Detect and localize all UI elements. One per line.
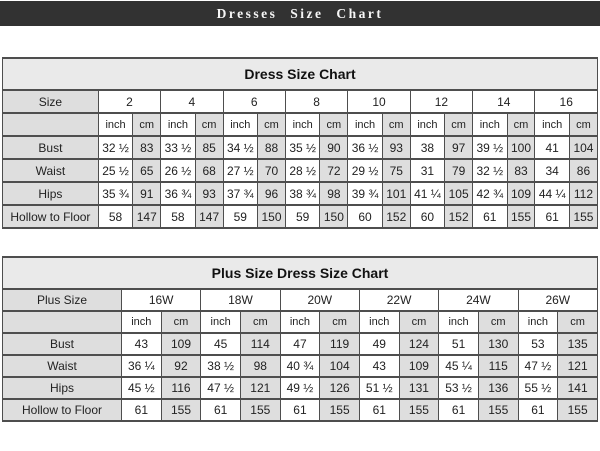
unit-inch-header: inch bbox=[473, 113, 508, 136]
value-inch-cell: 59 bbox=[223, 205, 258, 228]
unit-inch-header: inch bbox=[280, 311, 320, 333]
value-cm-cell: 147 bbox=[133, 205, 161, 228]
measurement-row bbox=[3, 333, 598, 355]
value-inch-cell: 41 bbox=[535, 136, 570, 159]
unit-inch-header: inch bbox=[201, 311, 241, 333]
value-inch-cell: 45 ½ bbox=[122, 377, 162, 399]
value-inch-cell: 58 bbox=[98, 205, 133, 228]
value-inch-cell: 36 ¼ bbox=[122, 355, 162, 377]
value-cm-cell: 155 bbox=[240, 399, 280, 421]
size-column-header: 20W bbox=[280, 289, 359, 311]
unit-header-row bbox=[3, 113, 598, 136]
value-cm-cell: 96 bbox=[258, 182, 286, 205]
measurement-row bbox=[3, 182, 598, 205]
value-inch-cell: 51 ½ bbox=[359, 377, 399, 399]
value-cm-cell: 155 bbox=[569, 205, 597, 228]
value-cm-cell: 93 bbox=[195, 182, 223, 205]
value-cm-cell: 79 bbox=[445, 159, 473, 182]
size-column-header: 2 bbox=[98, 90, 160, 113]
value-inch-cell: 43 bbox=[359, 355, 399, 377]
unit-cm-header: cm bbox=[320, 113, 348, 136]
chart-title: Dress Size Chart bbox=[3, 58, 598, 90]
value-cm-cell: 121 bbox=[558, 355, 598, 377]
value-inch-cell: 34 ½ bbox=[223, 136, 258, 159]
measurement-label: Waist bbox=[3, 355, 122, 377]
unit-cm-header: cm bbox=[478, 311, 518, 333]
unit-inch-header: inch bbox=[348, 113, 383, 136]
value-inch-cell: 35 ¾ bbox=[98, 182, 133, 205]
value-cm-cell: 92 bbox=[161, 355, 201, 377]
chart-title-row bbox=[3, 58, 598, 90]
value-cm-cell: 152 bbox=[445, 205, 473, 228]
unit-header-row bbox=[3, 311, 598, 333]
value-inch-cell: 53 ½ bbox=[439, 377, 479, 399]
unit-cm-header: cm bbox=[558, 311, 598, 333]
unit-cm-header: cm bbox=[445, 113, 473, 136]
row-header-label: Size bbox=[3, 90, 99, 113]
value-inch-cell: 44 ¼ bbox=[535, 182, 570, 205]
value-inch-cell: 38 ¾ bbox=[285, 182, 320, 205]
measurement-row bbox=[3, 399, 598, 421]
unit-inch-header: inch bbox=[223, 113, 258, 136]
value-cm-cell: 104 bbox=[320, 355, 360, 377]
measurement-row bbox=[3, 205, 598, 228]
value-cm-cell: 126 bbox=[320, 377, 360, 399]
empty-corner-cell bbox=[3, 311, 122, 333]
value-inch-cell: 38 bbox=[410, 136, 445, 159]
size-header-row bbox=[3, 289, 598, 311]
value-inch-cell: 36 ½ bbox=[348, 136, 383, 159]
value-inch-cell: 61 bbox=[535, 205, 570, 228]
value-inch-cell: 59 bbox=[285, 205, 320, 228]
value-inch-cell: 32 ½ bbox=[473, 159, 508, 182]
value-cm-cell: 65 bbox=[133, 159, 161, 182]
value-inch-cell: 43 bbox=[122, 333, 162, 355]
chart-title: Plus Size Dress Size Chart bbox=[3, 257, 598, 289]
unit-inch-header: inch bbox=[98, 113, 133, 136]
value-cm-cell: 136 bbox=[478, 377, 518, 399]
value-cm-cell: 116 bbox=[161, 377, 201, 399]
unit-inch-header: inch bbox=[285, 113, 320, 136]
value-inch-cell: 25 ½ bbox=[98, 159, 133, 182]
value-cm-cell: 83 bbox=[507, 159, 535, 182]
value-cm-cell: 109 bbox=[161, 333, 201, 355]
value-cm-cell: 155 bbox=[320, 399, 360, 421]
value-cm-cell: 131 bbox=[399, 377, 439, 399]
value-inch-cell: 29 ½ bbox=[348, 159, 383, 182]
value-cm-cell: 98 bbox=[240, 355, 280, 377]
unit-cm-header: cm bbox=[240, 311, 280, 333]
value-inch-cell: 61 bbox=[439, 399, 479, 421]
value-inch-cell: 53 bbox=[518, 333, 558, 355]
value-cm-cell: 150 bbox=[320, 205, 348, 228]
value-inch-cell: 61 bbox=[359, 399, 399, 421]
empty-corner-cell bbox=[3, 113, 99, 136]
size-column-header: 16W bbox=[122, 289, 201, 311]
value-cm-cell: 75 bbox=[382, 159, 410, 182]
unit-cm-header: cm bbox=[258, 113, 286, 136]
value-inch-cell: 39 ½ bbox=[473, 136, 508, 159]
unit-inch-header: inch bbox=[161, 113, 196, 136]
unit-inch-header: inch bbox=[535, 113, 570, 136]
size-column-header: 10 bbox=[348, 90, 410, 113]
plus-size-dress-chart-table bbox=[2, 256, 598, 422]
value-cm-cell: 152 bbox=[382, 205, 410, 228]
value-inch-cell: 45 bbox=[201, 333, 241, 355]
value-cm-cell: 101 bbox=[382, 182, 410, 205]
value-cm-cell: 121 bbox=[240, 377, 280, 399]
value-inch-cell: 51 bbox=[439, 333, 479, 355]
size-column-header: 24W bbox=[439, 289, 518, 311]
unit-cm-header: cm bbox=[399, 311, 439, 333]
value-inch-cell: 61 bbox=[280, 399, 320, 421]
size-column-header: 8 bbox=[285, 90, 347, 113]
value-inch-cell: 47 ½ bbox=[518, 355, 558, 377]
value-inch-cell: 40 ¾ bbox=[280, 355, 320, 377]
value-cm-cell: 70 bbox=[258, 159, 286, 182]
measurement-label: Hollow to Floor bbox=[3, 399, 122, 421]
value-inch-cell: 38 ½ bbox=[201, 355, 241, 377]
value-cm-cell: 105 bbox=[445, 182, 473, 205]
value-cm-cell: 124 bbox=[399, 333, 439, 355]
value-cm-cell: 83 bbox=[133, 136, 161, 159]
unit-cm-header: cm bbox=[507, 113, 535, 136]
value-inch-cell: 41 ¼ bbox=[410, 182, 445, 205]
value-cm-cell: 72 bbox=[320, 159, 348, 182]
measurement-row bbox=[3, 136, 598, 159]
value-cm-cell: 155 bbox=[161, 399, 201, 421]
value-inch-cell: 61 bbox=[518, 399, 558, 421]
value-cm-cell: 147 bbox=[195, 205, 223, 228]
page-header-bar bbox=[0, 1, 600, 26]
value-cm-cell: 150 bbox=[258, 205, 286, 228]
size-column-header: 14 bbox=[473, 90, 535, 113]
value-inch-cell: 32 ½ bbox=[98, 136, 133, 159]
unit-inch-header: inch bbox=[122, 311, 162, 333]
value-inch-cell: 34 bbox=[535, 159, 570, 182]
unit-inch-header: inch bbox=[359, 311, 399, 333]
value-cm-cell: 100 bbox=[507, 136, 535, 159]
value-cm-cell: 115 bbox=[478, 355, 518, 377]
value-cm-cell: 155 bbox=[558, 399, 598, 421]
size-column-header: 18W bbox=[201, 289, 280, 311]
value-cm-cell: 91 bbox=[133, 182, 161, 205]
value-cm-cell: 112 bbox=[569, 182, 597, 205]
unit-inch-header: inch bbox=[410, 113, 445, 136]
value-cm-cell: 141 bbox=[558, 377, 598, 399]
measurement-label: Hollow to Floor bbox=[3, 205, 99, 228]
value-inch-cell: 33 ½ bbox=[161, 136, 196, 159]
value-inch-cell: 49 ½ bbox=[280, 377, 320, 399]
value-inch-cell: 55 ½ bbox=[518, 377, 558, 399]
unit-cm-header: cm bbox=[195, 113, 223, 136]
size-column-header: 12 bbox=[410, 90, 472, 113]
size-chart-page bbox=[0, 1, 600, 422]
measurement-label: Waist bbox=[3, 159, 99, 182]
value-cm-cell: 85 bbox=[195, 136, 223, 159]
size-column-header: 26W bbox=[518, 289, 597, 311]
value-cm-cell: 130 bbox=[478, 333, 518, 355]
size-column-header: 16 bbox=[535, 90, 598, 113]
value-cm-cell: 119 bbox=[320, 333, 360, 355]
size-column-header: 4 bbox=[161, 90, 223, 113]
value-inch-cell: 31 bbox=[410, 159, 445, 182]
value-cm-cell: 155 bbox=[399, 399, 439, 421]
measurement-label: Bust bbox=[3, 333, 122, 355]
unit-inch-header: inch bbox=[518, 311, 558, 333]
value-inch-cell: 47 bbox=[280, 333, 320, 355]
value-cm-cell: 109 bbox=[507, 182, 535, 205]
value-inch-cell: 39 ¾ bbox=[348, 182, 383, 205]
value-inch-cell: 49 bbox=[359, 333, 399, 355]
value-cm-cell: 88 bbox=[258, 136, 286, 159]
size-column-header: 22W bbox=[359, 289, 438, 311]
value-inch-cell: 37 ¾ bbox=[223, 182, 258, 205]
value-inch-cell: 27 ½ bbox=[223, 159, 258, 182]
size-header-row bbox=[3, 90, 598, 113]
value-inch-cell: 42 ¾ bbox=[473, 182, 508, 205]
unit-cm-header: cm bbox=[133, 113, 161, 136]
value-cm-cell: 135 bbox=[558, 333, 598, 355]
value-inch-cell: 45 ¼ bbox=[439, 355, 479, 377]
measurement-row bbox=[3, 159, 598, 182]
dress-size-chart-table bbox=[2, 57, 598, 229]
measurement-row bbox=[3, 377, 598, 399]
value-cm-cell: 114 bbox=[240, 333, 280, 355]
measurement-label: Hips bbox=[3, 377, 122, 399]
value-inch-cell: 61 bbox=[201, 399, 241, 421]
value-inch-cell: 36 ¾ bbox=[161, 182, 196, 205]
value-inch-cell: 61 bbox=[122, 399, 162, 421]
row-header-label: Plus Size bbox=[3, 289, 122, 311]
value-cm-cell: 93 bbox=[382, 136, 410, 159]
value-inch-cell: 35 ½ bbox=[285, 136, 320, 159]
value-cm-cell: 109 bbox=[399, 355, 439, 377]
value-cm-cell: 68 bbox=[195, 159, 223, 182]
measurement-label: Bust bbox=[3, 136, 99, 159]
size-column-header: 6 bbox=[223, 90, 285, 113]
value-cm-cell: 104 bbox=[569, 136, 597, 159]
value-cm-cell: 90 bbox=[320, 136, 348, 159]
value-inch-cell: 47 ½ bbox=[201, 377, 241, 399]
value-cm-cell: 98 bbox=[320, 182, 348, 205]
value-inch-cell: 60 bbox=[348, 205, 383, 228]
unit-cm-header: cm bbox=[320, 311, 360, 333]
value-cm-cell: 155 bbox=[478, 399, 518, 421]
value-cm-cell: 86 bbox=[569, 159, 597, 182]
value-inch-cell: 60 bbox=[410, 205, 445, 228]
unit-inch-header: inch bbox=[439, 311, 479, 333]
measurement-row bbox=[3, 355, 598, 377]
value-inch-cell: 28 ½ bbox=[285, 159, 320, 182]
value-inch-cell: 58 bbox=[161, 205, 196, 228]
chart-title-row bbox=[3, 257, 598, 289]
unit-cm-header: cm bbox=[161, 311, 201, 333]
page-title: Dresses Size Chart bbox=[216, 5, 384, 21]
value-cm-cell: 155 bbox=[507, 205, 535, 228]
unit-cm-header: cm bbox=[382, 113, 410, 136]
measurement-label: Hips bbox=[3, 182, 99, 205]
unit-cm-header: cm bbox=[569, 113, 597, 136]
value-inch-cell: 61 bbox=[473, 205, 508, 228]
value-inch-cell: 26 ½ bbox=[161, 159, 196, 182]
value-cm-cell: 97 bbox=[445, 136, 473, 159]
